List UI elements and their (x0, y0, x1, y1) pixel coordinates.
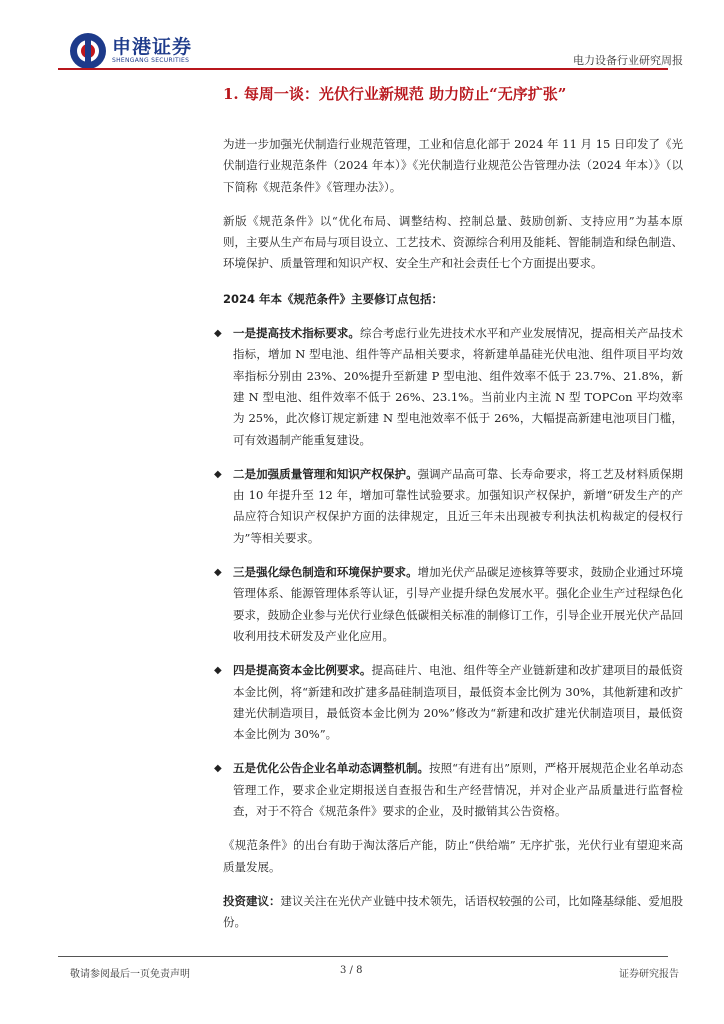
header-divider (58, 68, 668, 70)
item-heading: 二是加强质量管理和知识产权保护。 (233, 466, 418, 481)
item-text: 按照“有进有出”原则，严格开展规范企业名单动态管理工作，要求企业定期报送自查报告和生产经营情况，并对企业产品质量进行监督检查，对于不符合《规范条件》要求的企业，及时撤销其公告资格。 (233, 761, 683, 819)
bullet-diamond-icon: ◆ (214, 567, 222, 579)
bullet-diamond-icon: ◆ (214, 328, 222, 340)
section-title: 1. 每周一谈：光伏行业新规范 助力防止“无序扩张” (223, 85, 567, 103)
bullet-diamond-icon: ◆ (214, 763, 222, 775)
page-header (0, 0, 724, 70)
revision-item (214, 323, 684, 451)
logo-name-en: SHENGANG SECURITIES (112, 57, 190, 64)
disclaimer-note: 敬请参阅最后一页免责声明 (70, 969, 190, 980)
logo-name-cn: 申港证券 (112, 36, 193, 58)
item-text: 强调产品高可靠、长寿命要求，将工艺及材料质保期由 10 年提升至 12 年，增加可靠性试验要求。加强知识产权保护，新增“研发生产的产品应符合知识产权保护方面的法律规定，且近三年未出现被专利执法机构裁定的侵权行为”等相关要求。 (233, 466, 684, 545)
principles-paragraph: 新版《规范条件》以“优化布局、调整结构、控制总量、鼓励创新、支持应用”为基本原则，主要从生产布局与项目设立、工艺技术、资源综合利用及能耗、智能制造和绿色制造、环境保护、质量管理和知识产权、安全生产和社会责任七个方面提出要求。 (223, 213, 683, 271)
item-heading: 三是强化绿色制造和环境保护要求。 (233, 565, 418, 580)
investment-advice (223, 891, 683, 934)
report-type: 电力设备行业研究周报 (573, 54, 683, 67)
item-text: 提高硅片、电池、组件等全产业链新建和改扩建项目的最低资本金比例，将“新建和改扩建多晶硅制造项目，最低资本金比例为 30%，其他新建和改扩建光伏制造项目，最低资本金比例为 20%”修改为“新建和改扩建光伏制造项目，最低资本金比例为 30%”。 (233, 663, 684, 742)
footer-divider (58, 956, 668, 957)
company-logo (70, 33, 192, 69)
revision-item (214, 758, 683, 822)
conclusion-paragraph: 《规范条件》的出台有助于淘汰落后产能，防止“供给端” 无序扩张，光伏行业有望迎来高质量发展。 (223, 838, 683, 874)
intro-paragraph: 为进一步加强光伏制造行业规范管理，工业和信息化部于 2024 年 11 月 15 日印发了《光伏制造行业规范条件（2024 年本）》《光伏制造行业规范公告管理办法（2024 年本）》（以下简称《规范条件》《管理办法》）。 (223, 137, 683, 194)
revision-item (214, 660, 684, 745)
item-heading: 一是提高技术指标要求。 (233, 326, 360, 341)
item-heading: 五是优化公告企业名单动态调整机制。 (233, 761, 430, 776)
item-heading: 四是提高资本金比例要求。 (233, 663, 372, 678)
item-text: 综合考虑行业先进技术水平和产业发展情况，提高相关产品技术指标，增加 N 型电池、组件等产品相关要求，将新建单晶硅光伏电池、组件项目平均效率指标分别由 23%、20%提升至新建 P 型电池、组件效率不低于 23.7%、21.8%，新建 N 型电池、组件效率不低于 26%、23.1%。当前业内主流 N 型 TOPCon 平均效率为 25%，此次修订规定新建 N 型电池效率不低于 26%，大幅提高新建电池项目门槛，可有效遏制产能重复建设。 (233, 326, 684, 447)
item-text: 增加光伏产品碳足迹核算等要求，鼓励企业通过环境管理体系、能源管理体系等认证，引导产业提升绿色发展水平。强化企业生产过程绿色化要求，鼓励企业参与光伏行业绿色低碳相关标准的制修订工作，引导企业开展光伏产品回收利用技术研发及产业化应用。 (233, 565, 684, 643)
document-type: 证券研究报告 (619, 969, 679, 980)
main-content (214, 80, 684, 947)
revision-item (214, 464, 684, 549)
page-number: 3 / 8 (340, 965, 363, 976)
advice-label: 投资建议： (223, 893, 281, 908)
advice-text: 建议关注在光伏产业链中技术领先，话语权较强的公司，比如隆基绿能、爱旭股份。 (223, 893, 683, 930)
logo-icon (70, 33, 106, 69)
bullet-diamond-icon: ◆ (214, 468, 222, 480)
revisions-subhead: 2024 年本《规范条件》主要修订点包括： (223, 291, 444, 306)
revision-item (214, 562, 684, 647)
bullet-diamond-icon: ◆ (214, 665, 222, 677)
